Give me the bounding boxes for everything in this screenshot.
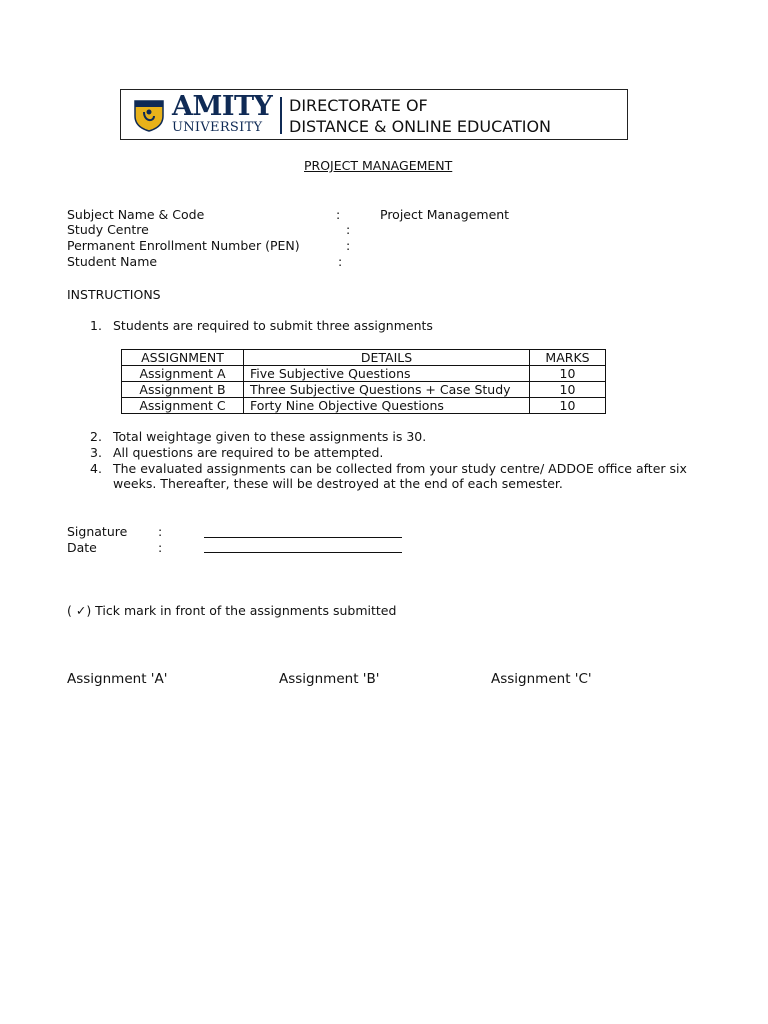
instruction-number: 2.: [90, 429, 102, 444]
pen-colon: :: [346, 238, 351, 253]
instruction-text: The evaluated assignments can be collected from your study centre/ ADDOE office after six: [113, 461, 687, 476]
instruction-text: Total weightage given to these assignments is 30.: [113, 429, 427, 444]
table-header-cell: MARKS: [530, 350, 606, 366]
student-name-colon: :: [338, 254, 343, 269]
instruction-number: 1.: [90, 318, 102, 333]
instruction-number: 3.: [90, 445, 102, 460]
table-cell: Assignment C: [122, 398, 244, 414]
student-name-label: Student Name: [67, 254, 158, 269]
table-row: [122, 366, 606, 382]
logo-divider: [280, 97, 282, 134]
subject-name-value: Project Management: [380, 207, 510, 222]
brand-university: UNIVERSITY: [172, 120, 263, 135]
subject-name-colon: :: [336, 207, 341, 222]
directorate-line-2: DISTANCE & ONLINE EDUCATION: [289, 117, 551, 136]
assignment-table: [121, 349, 606, 414]
signature-label: Signature: [67, 524, 128, 539]
table-cell: Forty Nine Objective Questions: [244, 398, 530, 414]
brand-amity: AMITY: [172, 91, 273, 122]
instruction-text: Students are required to submit three assignments: [113, 318, 433, 333]
table-header-row: [122, 350, 606, 366]
instruction-number: 4.: [90, 461, 102, 476]
page-title: PROJECT MANAGEMENT: [304, 158, 453, 173]
date-line: [204, 552, 402, 553]
table-cell: Three Subjective Questions + Case Study: [244, 382, 530, 398]
table-cell: 10: [530, 366, 606, 382]
amity-emblem-icon: [132, 98, 166, 132]
subject-name-label: Subject Name & Code: [67, 207, 205, 222]
study-centre-colon: :: [346, 222, 351, 237]
table-cell: Assignment A: [122, 366, 244, 382]
table-header-cell: ASSIGNMENT: [122, 350, 244, 366]
table-header-cell: DETAILS: [244, 350, 530, 366]
table-cell: Assignment B: [122, 382, 244, 398]
table-row: [122, 398, 606, 414]
date-label: Date: [67, 540, 97, 555]
tick-note: ( ✓) Tick mark in front of the assignments submitted: [67, 603, 397, 618]
signature-colon: :: [158, 524, 163, 539]
instruction-text: All questions are required to be attempted.: [113, 445, 384, 460]
date-colon: :: [158, 540, 163, 555]
instructions-heading: INSTRUCTIONS: [67, 287, 161, 302]
table-cell: 10: [530, 398, 606, 414]
assignment-a-label: Assignment 'A': [67, 671, 168, 687]
assignment-c-label: Assignment 'C': [491, 671, 592, 687]
study-centre-label: Study Centre: [67, 222, 149, 237]
assignment-b-label: Assignment 'B': [279, 671, 380, 687]
table-cell: 10: [530, 382, 606, 398]
table-row: [122, 382, 606, 398]
pen-label: Permanent Enrollment Number (PEN): [67, 238, 300, 253]
signature-line: [204, 537, 402, 538]
table-cell: Five Subjective Questions: [244, 366, 530, 382]
instruction-text-continued: weeks. Thereafter, these will be destroyed at the end of each semester.: [113, 476, 563, 491]
directorate-line-1: DIRECTORATE OF: [289, 96, 428, 115]
